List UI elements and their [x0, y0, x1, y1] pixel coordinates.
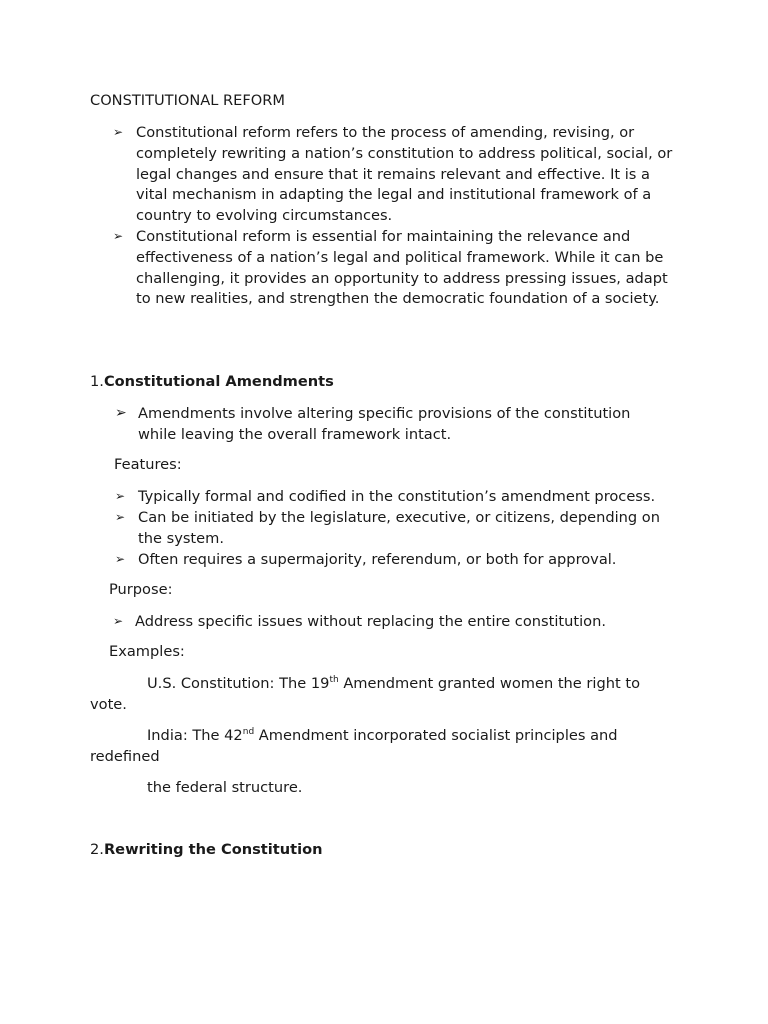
section-2-heading	[90, 840, 323, 861]
intro-paragraph-1: Constitutional reform refers to the process of amending, revising, or completely rewriting a nation’s constitution to address political, social, or legal changes and ensure that it remains relevant and effective. It is a vital mechanism in adapting the legal and institutional framework of a country to evolving circumstances.	[136, 124, 673, 225]
feature-item: Can be initiated by the legislature, executive, or citizens, depending on the system.	[138, 509, 660, 547]
section-2-title: Rewriting the Constitution	[103, 841, 323, 858]
amendments-intro: Amendments involve altering specific provisions of the constitution while leaving the overall framework intact.	[138, 405, 631, 443]
purpose-item: Address specific issues without replacing the entire constitution.	[135, 613, 606, 630]
bullet-arrow-icon: ➢	[115, 510, 126, 524]
example-2-continuation: redefined	[90, 748, 160, 765]
bullet-arrow-icon: ➢	[113, 229, 124, 243]
bullet-arrow-icon: ➢	[115, 552, 126, 566]
bullet-arrow-icon: ➢	[115, 489, 126, 503]
ordinal-suffix: th	[329, 675, 339, 685]
ordinal-suffix: nd	[242, 727, 255, 737]
feature-item: Typically formal and codified in the constitution’s amendment process.	[138, 488, 656, 505]
intro-paragraph-2: Constitutional reform is essential for maintaining the relevance and effectiveness of a nation’s legal and political framework. While it can be challenging, it provides an opportunity to address pressing issues, adapt to new realities, and strengthen the democratic foundation of a society.	[136, 228, 668, 308]
example-2: India: The 42nd Amendment incorporated socialist principles and	[147, 727, 618, 744]
feature-item: Often requires a supermajority, referendum, or both for approval.	[138, 551, 617, 568]
example-2-continuation-2: the federal structure.	[147, 779, 303, 796]
section-1-heading	[90, 372, 334, 393]
features-label: Features:	[114, 456, 182, 473]
bullet-arrow-icon: ➢	[115, 405, 127, 421]
bullet-arrow-icon: ➢	[113, 614, 124, 628]
section-1-number: 1.	[90, 373, 104, 390]
section-2-number: 2.	[90, 841, 104, 858]
bullet-arrow-icon: ➢	[113, 125, 124, 139]
example-1: U.S. Constitution: The 19th Amendment granted women the right to	[147, 675, 640, 692]
page-title: CONSTITUTIONAL REFORM	[90, 92, 286, 109]
section-1-title: Constitutional Amendments	[103, 373, 334, 390]
examples-label: Examples:	[109, 643, 185, 660]
example-1-continuation: vote.	[90, 696, 127, 713]
purpose-label: Purpose:	[109, 581, 173, 598]
